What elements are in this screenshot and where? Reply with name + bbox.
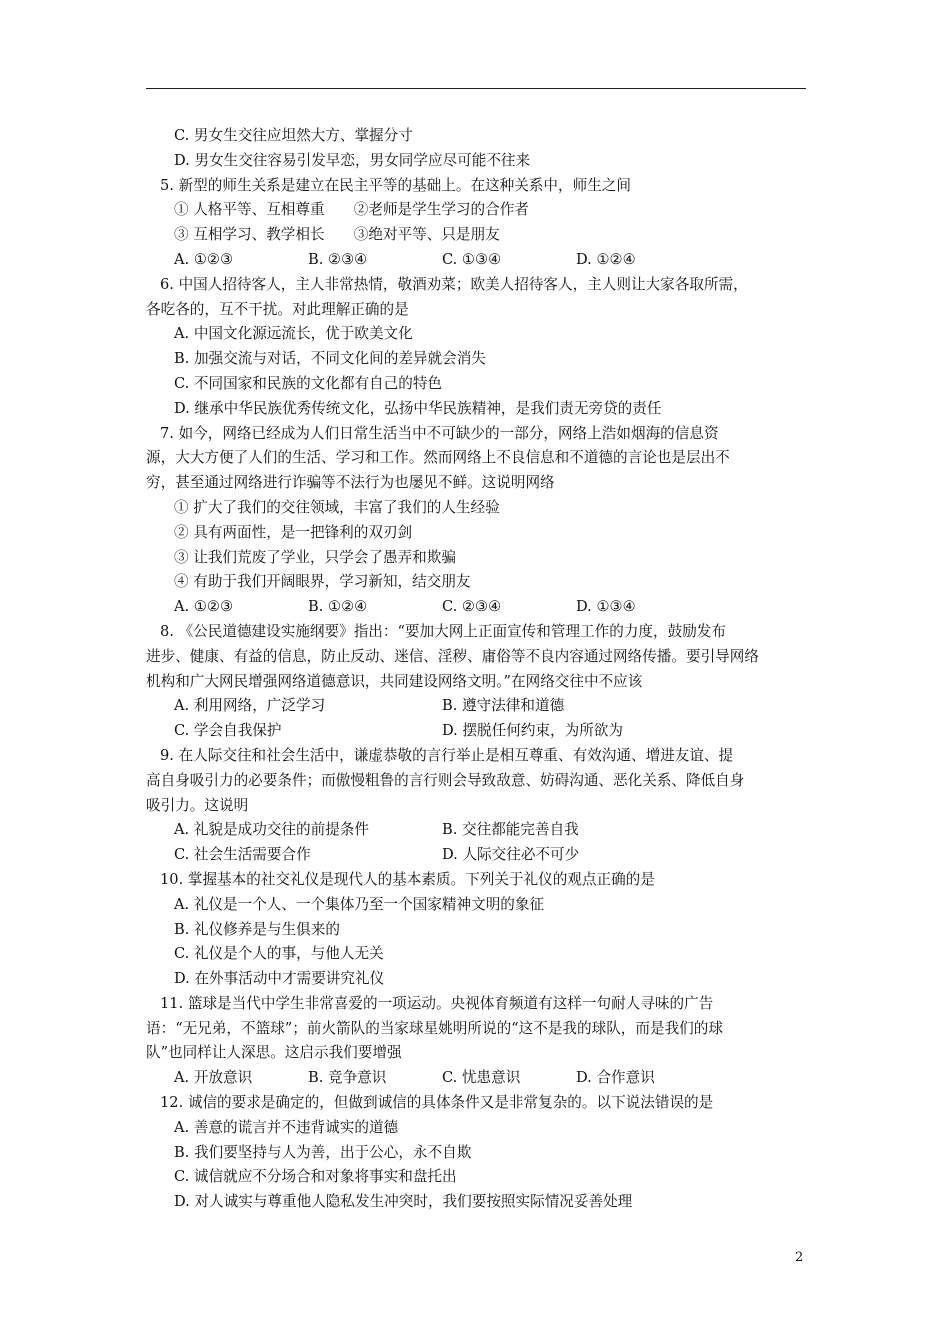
choice-a: A. 利用网络，广泛学习 — [174, 697, 326, 715]
option-line: C. 礼仪是个人的事，与他人无关 — [174, 945, 384, 963]
header-rule — [146, 88, 806, 89]
statement-line: ③ 互相学习、教学相长 ③绝对平等、只是朋友 — [174, 226, 500, 244]
choice-c: C. 忧患意识 — [442, 1069, 521, 1087]
choice-row — [146, 595, 810, 620]
option-line: C. 不同国家和民族的文化都有自己的特色 — [174, 374, 443, 392]
choice-d: D. ①②④ — [576, 250, 636, 268]
choice-row — [146, 694, 810, 719]
statement-line: ② 具有两面性，是一把锋利的双刃剑 — [174, 523, 413, 541]
option-line: D. 对人诚实与尊重他人隐私发生冲突时，我们要按照实际情况妥善处理 — [174, 1193, 633, 1211]
option-line: A. 善意的谎言并不违背诚实的道德 — [174, 1118, 399, 1136]
statement-line: ③ 让我们荒废了学业，只学会了愚弄和欺骗 — [174, 548, 456, 566]
choice-d: D. ①③④ — [576, 598, 636, 616]
statement-line: ① 扩大了我们的交往领域，丰富了我们的人生经验 — [174, 498, 500, 516]
question-8-cont: 机构和广大网民增强网络道德意识，共同建设网络文明。”在网络交往中不应该 — [146, 672, 643, 690]
page-number: 2 — [795, 1250, 804, 1265]
option-line: A. 礼仪是一个人、一个集体乃至一个国家精神文明的象征 — [174, 895, 545, 913]
option-line: B. 加强交流与对话，不同文化间的差异就会消失 — [174, 350, 486, 368]
question-12: 12. 诚信的要求是确定的，但做到诚信的具体条件又是非常复杂的。以下说法错误的是 — [160, 1094, 714, 1112]
choice-a: A. 礼貌是成功交往的前提条件 — [174, 821, 369, 839]
question-8-cont: 进步、健康、有益的信息，防止反动、迷信、淫秽、庸俗等不良内容通过网络传播。要引导网络 — [146, 647, 759, 665]
choice-d: D. 人际交往必不可少 — [442, 846, 580, 864]
choice-c: C. ②③④ — [442, 598, 502, 616]
option-line: C. 男女生交往应坦然大方、掌握分寸 — [174, 127, 413, 144]
question-5: 5. 新型的师生关系是建立在民主平等的基础上。在这种关系中，师生之间 — [160, 176, 631, 194]
statement-line: ④ 有助于我们开阔眼界，学习新知，结交朋友 — [174, 573, 471, 591]
choice-b: B. 竞争意识 — [308, 1069, 387, 1087]
question-11: 11. 篮球是当代中学生非常喜爱的一项运动。央视体育频道有这样一句耐人寻味的广告 — [160, 994, 714, 1012]
question-7: 7. 如今，网络已经成为人们日常生活当中不可缺少的一部分，网络上浩如烟海的信息资 — [160, 424, 719, 442]
choice-row — [146, 1066, 810, 1091]
question-11-cont: 语：“无兄弟，不篮球”；前火箭队的当家球星姚明所说的“这不是我的球队，而是我们的球 — [146, 1019, 723, 1037]
option-line: A. 中国文化源远流长，优于欧美文化 — [174, 325, 413, 343]
question-8: 8. 《公民道德建设实施纲要》指出：“要加大网上正面宣传和管理工作的力度，鼓励发布 — [160, 622, 726, 640]
choice-row — [146, 818, 810, 843]
question-10: 10. 掌握基本的社交礼仪是现代人的基本素质。下列关于礼仪的观点正确的是 — [160, 870, 655, 888]
option-line: D. 男女生交往容易引发早恋，男女同学应尽可能不往来 — [174, 151, 531, 169]
choice-a: A. ①②③ — [174, 250, 234, 268]
choice-c: C. ①③④ — [442, 250, 502, 268]
choice-b: B. ②③④ — [308, 250, 368, 268]
choice-a: A. ①②③ — [174, 598, 234, 616]
choice-b: B. ①②④ — [308, 598, 368, 616]
question-9-cont: 高自身吸引力的必要条件；而傲慢粗鲁的言行则会导致敌意、妨碍沟通、恶化关系、降低自身 — [146, 771, 745, 789]
question-6: 6. 中国人招待客人，主人非常热情，敬酒劝菜；欧美人招待客人，主人则让大家各取所需， — [160, 275, 748, 293]
choice-c: C. 学会自我保护 — [174, 722, 282, 740]
option-line: C. 诚信就应不分场合和对象将事实和盘托出 — [174, 1168, 457, 1186]
choice-b: B. 遵守法律和道德 — [442, 697, 565, 715]
question-9-cont: 吸引力。这说明 — [146, 796, 249, 814]
question-7-cont: 穷，甚至通过网络进行诈骗等不法行为也屡见不鲜。这说明网络 — [146, 474, 555, 492]
choice-d: D. 摆脱任何约束，为所欲为 — [442, 722, 623, 740]
option-line: D. 继承中华民族优秀传统文化，弘扬中华民族精神，是我们责无旁贷的责任 — [174, 399, 662, 417]
choice-a: A. 开放意识 — [174, 1069, 253, 1087]
choice-row — [146, 843, 810, 868]
exam-content — [146, 124, 810, 1215]
question-7-cont: 源，大大方便了人们的生活、学习和工作。然而网络上不良信息和不道德的言论也是层出不 — [146, 449, 730, 467]
choice-row — [146, 248, 810, 273]
option-line: B. 我们要坚持与人为善，出于公心，永不自欺 — [174, 1143, 472, 1161]
option-line: D. 在外事活动中才需要讲究礼仪 — [174, 970, 385, 988]
choice-row — [146, 719, 810, 744]
choice-c: C. 社会生活需要合作 — [174, 846, 311, 864]
question-6-cont: 各吃各的，互不干扰。对此理解正确的是 — [146, 300, 409, 318]
choice-d: D. 合作意识 — [576, 1069, 655, 1087]
question-9: 9. 在人际交往和社会生活中，谦虚恭敬的言行举止是相互尊重、有效沟通、增进友谊、提 — [160, 746, 734, 764]
question-11-cont: 队”也同样让人深思。这启示我们要增强 — [146, 1044, 402, 1062]
option-line: B. 礼仪修养是与生俱来的 — [174, 920, 340, 938]
statement-line: ① 人格平等、互相尊重 ②老师是学生学习的合作者 — [174, 201, 529, 219]
choice-b: B. 交往都能完善自我 — [442, 821, 579, 839]
